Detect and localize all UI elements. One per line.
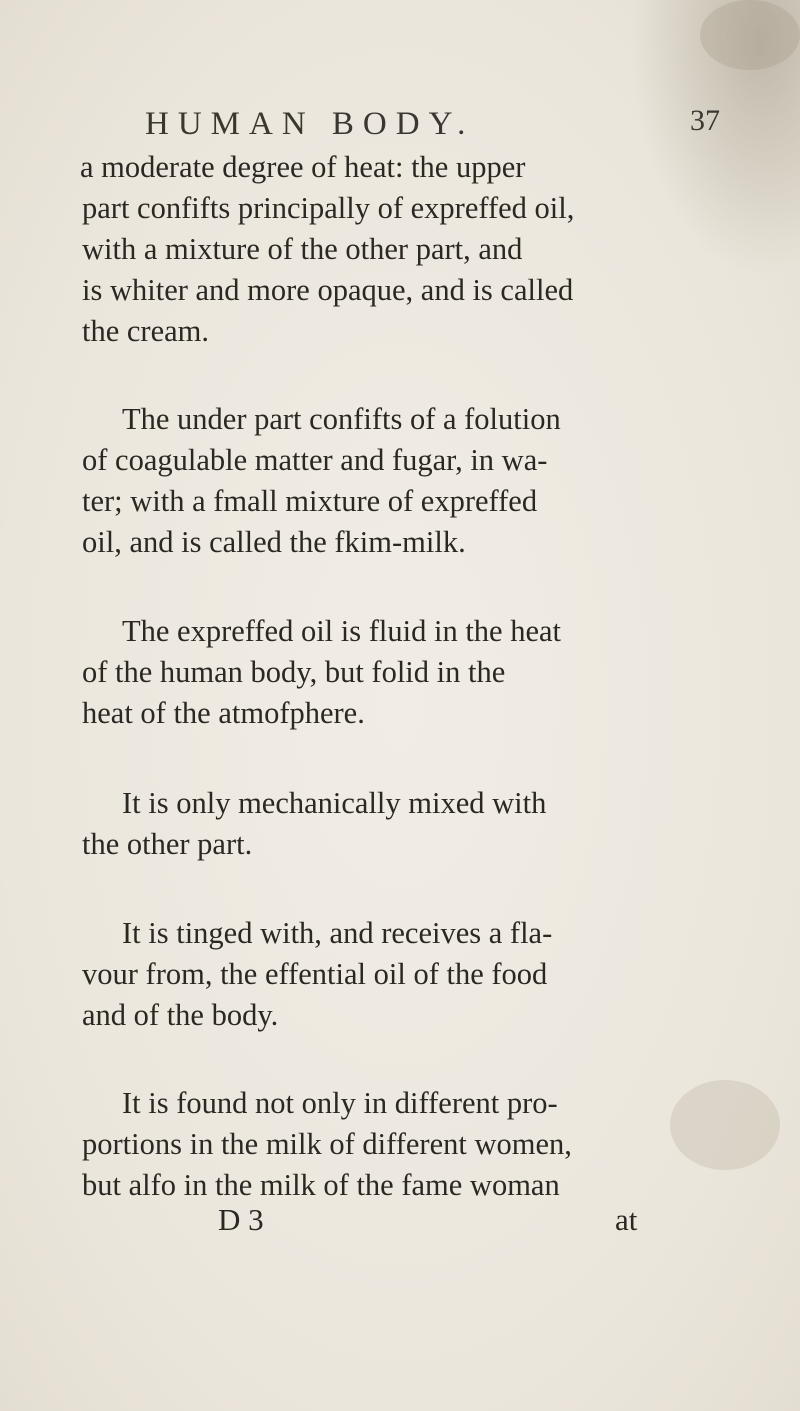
text-line: vour from, the effential oil of the food bbox=[82, 957, 548, 991]
text-line: and of the body. bbox=[82, 998, 279, 1032]
text-line: a moderate degree of heat: the upper bbox=[80, 150, 526, 184]
text-line: is whiter and more opaque, and is called bbox=[82, 273, 574, 307]
page-number: 37 bbox=[690, 104, 720, 137]
text-line: but alfo in the milk of the fame woman bbox=[82, 1168, 560, 1202]
text-line: with a mixture of the other part, and bbox=[82, 232, 523, 266]
text-line: oil, and is called the fkim-milk. bbox=[82, 525, 466, 559]
text-line: It is found not only in different pro- bbox=[122, 1086, 558, 1120]
text-line: It is tinged with, and receives a fla- bbox=[122, 916, 553, 950]
text-line: part confifts principally of expreffed oil, bbox=[82, 191, 575, 225]
text-line: It is only mechanically mixed with bbox=[122, 786, 547, 820]
catchword: at bbox=[615, 1202, 638, 1237]
text-line: The under part confifts of a folution bbox=[122, 402, 561, 436]
running-head: HUMAN BODY. bbox=[145, 106, 475, 142]
paper-stain bbox=[670, 1080, 780, 1170]
text-line: The expreffed oil is fluid in the heat bbox=[122, 614, 562, 648]
text-line: the cream. bbox=[82, 314, 210, 348]
signature-mark: D 3 bbox=[218, 1202, 264, 1237]
text-line: heat of the atmofphere. bbox=[82, 696, 365, 730]
paper-stain bbox=[700, 0, 800, 70]
text-line: of coagulable matter and fugar, in wa- bbox=[82, 443, 548, 477]
text-line: the other part. bbox=[82, 827, 253, 861]
text-line: ter; with a fmall mixture of expreffed bbox=[82, 484, 538, 518]
text-line: portions in the milk of different women, bbox=[82, 1127, 572, 1161]
text-line: of the human body, but folid in the bbox=[82, 655, 506, 689]
